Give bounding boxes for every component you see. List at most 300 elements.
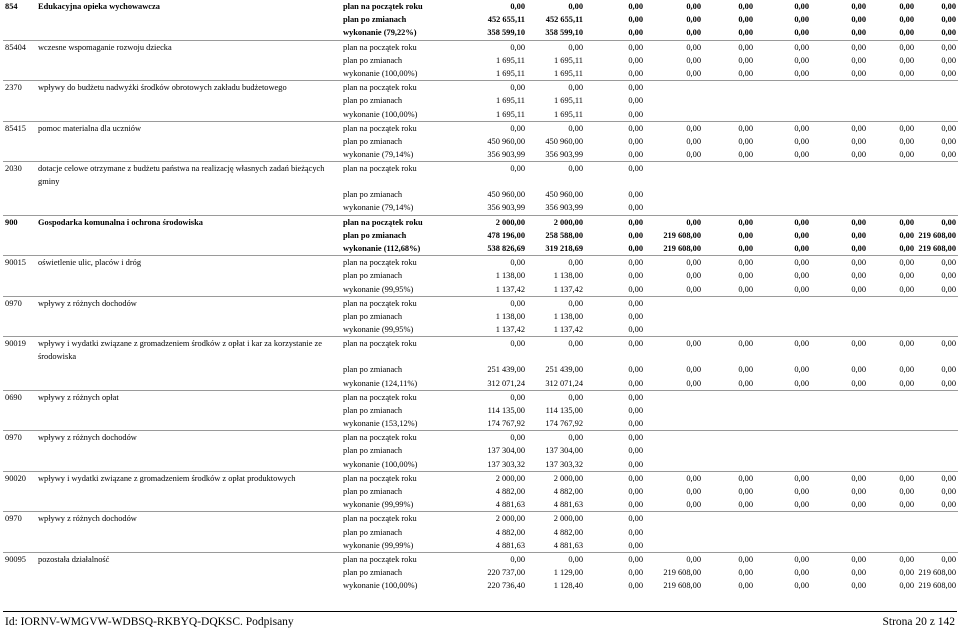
amount-cell	[811, 512, 868, 526]
amount-cell: 0,00	[585, 296, 645, 310]
amount-cell: 0,00	[686, 487, 701, 496]
amount-cell: 0,00	[686, 68, 701, 78]
amount-cell: 4 882,00	[553, 487, 583, 496]
amount-cell: 0,00	[703, 256, 755, 270]
item-description	[36, 135, 341, 148]
amount-cell: 0,00	[941, 68, 956, 78]
table-row	[3, 121, 958, 135]
row-type-label: plan na początek roku	[341, 296, 466, 310]
amount-cell: 137 303,32	[545, 459, 583, 469]
amount-cell: 0,00	[628, 540, 643, 550]
table-row	[3, 512, 958, 526]
amount-cell	[868, 404, 916, 417]
row-type-label: plan po zmianach	[343, 365, 403, 375]
amount-cell	[703, 162, 755, 189]
row-type-label: wykonanie (100,00%)	[343, 581, 418, 591]
amount-cell	[916, 417, 958, 431]
amount-cell: 0,00	[851, 378, 866, 388]
amount-cell: 0,00	[585, 431, 645, 445]
amount-cell: 0,00	[899, 150, 914, 160]
amount-cell: 0,00	[851, 487, 866, 496]
amount-cell: 478 196,00	[487, 230, 525, 240]
classification-code	[3, 498, 36, 512]
amount-cell: 0,00	[794, 2, 809, 11]
amount-cell: 0,00	[738, 15, 753, 25]
table-row	[3, 566, 958, 579]
amount-cell: 0,00	[628, 109, 643, 119]
table-body	[3, 0, 958, 593]
amount-cell: 0,00	[851, 230, 866, 240]
amount-cell: 0,00	[755, 337, 811, 364]
amount-cell: 0,00	[899, 244, 914, 253]
amount-cell	[868, 162, 916, 189]
amount-cell: 0,00	[628, 190, 643, 200]
item-description: wpływy z różnych dochodów	[36, 512, 341, 526]
row-type-label: plan po zmianach	[343, 136, 403, 146]
amount-cell: 1 138,00	[553, 271, 583, 281]
amount-cell	[868, 444, 916, 457]
amount-cell	[811, 108, 868, 122]
amount-cell: 0,00	[585, 390, 645, 404]
amount-cell: 219 608,00	[918, 244, 956, 253]
amount-cell	[703, 417, 755, 431]
amount-cell	[868, 94, 916, 107]
classification-code	[3, 242, 36, 256]
item-description	[36, 404, 341, 417]
amount-cell: 0,00	[466, 390, 527, 404]
table-row	[3, 323, 958, 337]
classification-code: 85404	[3, 40, 36, 54]
table-row	[3, 108, 958, 122]
item-description	[36, 242, 341, 256]
item-description	[36, 579, 341, 592]
amount-cell: 0,00	[794, 365, 809, 375]
amount-cell: 4 882,00	[553, 527, 583, 537]
amount-cell: 2 000,00	[466, 512, 527, 526]
table-row	[3, 269, 958, 282]
amount-cell: 319 218,69	[545, 244, 583, 253]
classification-code	[3, 566, 36, 579]
item-description: wczesne wspomaganie rozwoju dziecka	[36, 40, 341, 54]
amount-cell: 0,00	[585, 256, 645, 270]
amount-cell: 0,00	[851, 581, 866, 591]
table-row	[3, 13, 958, 26]
item-description	[36, 269, 341, 282]
item-description: wpływy z różnych opłat	[36, 390, 341, 404]
amount-cell: 0,00	[811, 471, 868, 485]
amount-cell: 0,00	[686, 365, 701, 375]
amount-cell: 0,00	[628, 378, 643, 388]
amount-cell: 0,00	[527, 390, 585, 404]
amount-cell	[645, 201, 703, 215]
amount-cell: 450 960,00	[487, 136, 525, 146]
classification-code	[3, 13, 36, 26]
amount-cell: 0,00	[628, 68, 643, 78]
amount-cell: 0,00	[527, 337, 585, 364]
table-row	[3, 498, 958, 512]
amount-cell	[868, 296, 916, 310]
amount-cell: 0,00	[738, 55, 753, 65]
amount-cell	[703, 323, 755, 337]
amount-cell: 0,00	[794, 136, 809, 146]
amount-cell	[703, 444, 755, 457]
amount-cell	[916, 539, 958, 553]
amount-cell: 0,00	[851, 68, 866, 78]
amount-cell: 0,00	[686, 378, 701, 388]
item-description	[36, 526, 341, 539]
amount-cell	[811, 458, 868, 472]
amount-cell	[811, 94, 868, 107]
row-type-label: wykonanie (79,14%)	[343, 203, 414, 213]
amount-cell	[645, 108, 703, 122]
amount-cell: 0,00	[628, 311, 643, 321]
amount-cell	[916, 201, 958, 215]
amount-cell: 0,00	[941, 55, 956, 65]
amount-cell: 0,00	[466, 256, 527, 270]
classification-code	[3, 310, 36, 323]
amount-cell: 0,00	[703, 552, 755, 566]
row-type-label: plan na początek roku	[341, 81, 466, 95]
amount-cell: 219 608,00	[663, 230, 701, 240]
amount-cell: 0,00	[794, 150, 809, 160]
classification-code: 0690	[3, 390, 36, 404]
amount-cell	[868, 458, 916, 472]
amount-cell: 0,00	[703, 215, 755, 229]
amount-cell: 0,00	[645, 40, 703, 54]
amount-cell: 0,00	[794, 244, 809, 253]
row-type-label: plan po zmianach	[343, 190, 403, 200]
table-row	[3, 363, 958, 376]
amount-cell: 0,00	[628, 230, 643, 240]
item-description	[36, 188, 341, 201]
amount-cell	[645, 526, 703, 539]
amount-cell	[868, 323, 916, 337]
amount-cell: 0,00	[645, 471, 703, 485]
amount-cell: 0,00	[794, 568, 809, 578]
table-row	[3, 310, 958, 323]
amount-cell: 0,00	[916, 337, 958, 364]
amount-cell: 0,00	[645, 215, 703, 229]
amount-cell: 312 071,24	[487, 378, 525, 388]
table-row	[3, 337, 958, 364]
amount-cell: 0,00	[628, 15, 643, 25]
amount-cell: 0,00	[466, 162, 527, 189]
row-type-label: wykonanie (79,22%)	[343, 28, 417, 38]
amount-cell: 0,00	[851, 568, 866, 578]
amount-cell: 0,00	[851, 271, 866, 281]
amount-cell	[755, 201, 811, 215]
amount-cell: 0,00	[868, 121, 916, 135]
table-row	[3, 458, 958, 472]
amount-cell: 0,00	[628, 419, 643, 429]
amount-cell: 0,00	[738, 244, 753, 253]
table-row	[3, 148, 958, 162]
amount-cell	[811, 539, 868, 553]
table-row	[3, 417, 958, 431]
amount-cell: 0,00	[899, 68, 914, 78]
amount-cell: 0,00	[645, 337, 703, 364]
amount-cell	[703, 296, 755, 310]
amount-cell	[645, 512, 703, 526]
amount-cell: 114 135,00	[487, 405, 525, 415]
amount-cell	[868, 526, 916, 539]
table-row	[3, 444, 958, 457]
amount-cell: 0,00	[755, 471, 811, 485]
amount-cell: 0,00	[899, 230, 914, 240]
amount-cell: 1 137,42	[495, 325, 525, 335]
amount-cell: 0,00	[738, 230, 753, 240]
table-row	[3, 485, 958, 498]
amount-cell: 0,00	[868, 471, 916, 485]
amount-cell	[916, 444, 958, 457]
amount-cell: 0,00	[794, 284, 809, 294]
row-type-label: plan po zmianach	[343, 405, 403, 415]
amount-cell: 0,00	[527, 121, 585, 135]
amount-cell: 0,00	[899, 500, 914, 510]
amount-cell: 0,00	[703, 337, 755, 364]
amount-cell	[916, 458, 958, 472]
table-row	[3, 242, 958, 256]
table-row	[3, 283, 958, 297]
amount-cell: 0,00	[916, 552, 958, 566]
amount-cell: 0,00	[738, 365, 753, 375]
amount-cell: 258 588,00	[545, 230, 583, 240]
item-description: pozostała działalność	[36, 552, 341, 566]
amount-cell: 0,00	[941, 136, 956, 146]
amount-cell	[811, 431, 868, 445]
amount-cell: 1 138,00	[553, 311, 583, 321]
amount-cell: 0,00	[916, 471, 958, 485]
classification-code	[3, 135, 36, 148]
amount-cell: 219 608,00	[918, 230, 956, 240]
amount-cell: 2 000,00	[527, 512, 585, 526]
classification-code: 90095	[3, 552, 36, 566]
amount-cell: 0,00	[645, 552, 703, 566]
amount-cell: 0,00	[794, 500, 809, 510]
item-description	[36, 539, 341, 553]
table-row	[3, 431, 958, 445]
amount-cell	[755, 417, 811, 431]
classification-code: 0970	[3, 431, 36, 445]
amount-cell: 0,00	[899, 15, 914, 25]
classification-code: 2030	[3, 162, 36, 189]
amount-cell: 0,00	[899, 365, 914, 375]
amount-cell: 0,00	[466, 81, 527, 95]
item-description	[36, 566, 341, 579]
amount-cell	[703, 310, 755, 323]
amount-cell	[811, 201, 868, 215]
amount-cell	[755, 390, 811, 404]
classification-code	[3, 94, 36, 107]
table-row	[3, 552, 958, 566]
amount-cell: 312 071,24	[545, 378, 583, 388]
amount-cell: 0,00	[851, 2, 866, 11]
row-type-label: plan na początek roku	[341, 40, 466, 54]
table-row	[3, 201, 958, 215]
amount-cell	[868, 512, 916, 526]
amount-cell	[811, 404, 868, 417]
amount-cell	[811, 296, 868, 310]
row-type-label: plan na początek roku	[343, 2, 423, 11]
amount-cell: 0,00	[811, 215, 868, 229]
amount-cell	[755, 108, 811, 122]
classification-code	[3, 26, 36, 40]
amount-cell: 0,00	[686, 15, 701, 25]
amount-cell: 1 695,11	[495, 68, 525, 78]
item-description	[36, 498, 341, 512]
amount-cell: 0,00	[916, 40, 958, 54]
amount-cell	[916, 81, 958, 95]
table-row	[3, 26, 958, 40]
row-type-label: plan na początek roku	[341, 121, 466, 135]
amount-cell	[916, 404, 958, 417]
amount-cell: 0,00	[527, 296, 585, 310]
amount-cell: 0,00	[851, 150, 866, 160]
amount-cell	[755, 81, 811, 95]
item-description	[36, 323, 341, 337]
table-row	[3, 0, 958, 13]
amount-cell: 0,00	[628, 284, 643, 294]
row-type-label: plan po zmianach	[343, 15, 407, 25]
amount-cell: 0,00	[755, 256, 811, 270]
amount-cell: 0,00	[794, 487, 809, 496]
amount-cell: 0,00	[686, 500, 701, 510]
row-type-label: wykonanie (112,68%)	[343, 244, 421, 253]
table-row	[3, 215, 958, 229]
amount-cell: 0,00	[794, 68, 809, 78]
amount-cell: 0,00	[628, 150, 643, 160]
amount-cell: 0,00	[568, 2, 583, 11]
amount-cell: 0,00	[686, 136, 701, 146]
amount-cell: 0,00	[755, 552, 811, 566]
item-description	[36, 201, 341, 215]
amount-cell: 0,00	[941, 378, 956, 388]
amount-cell: 0,00	[738, 136, 753, 146]
amount-cell: 0,00	[628, 325, 643, 335]
amount-cell	[703, 458, 755, 472]
row-type-label: plan na początek roku	[341, 390, 466, 404]
amount-cell: 219 608,00	[918, 581, 956, 591]
classification-code	[3, 323, 36, 337]
amount-cell: 0,00	[466, 40, 527, 54]
table-row	[3, 377, 958, 391]
amount-cell	[916, 323, 958, 337]
amount-cell: 0,00	[851, 284, 866, 294]
amount-cell: 0,00	[527, 162, 585, 189]
amount-cell: 114 135,00	[545, 405, 583, 415]
amount-cell: 174 767,92	[545, 419, 583, 429]
item-description: wpływy i wydatki związane z gromadzeniem środków z opłat produktowych	[36, 471, 341, 485]
amount-cell: 0,00	[738, 2, 753, 11]
table-row	[3, 40, 958, 54]
amount-cell: 0,00	[466, 296, 527, 310]
row-type-label: plan na początek roku	[341, 215, 466, 229]
amount-cell: 0,00	[738, 28, 753, 38]
amount-cell: 0,00	[628, 568, 643, 578]
amount-cell	[868, 539, 916, 553]
amount-cell: 0,00	[916, 256, 958, 270]
amount-cell: 137 304,00	[487, 446, 525, 456]
amount-cell	[811, 310, 868, 323]
amount-cell	[811, 526, 868, 539]
amount-cell: 4 882,00	[495, 527, 525, 537]
amount-cell	[645, 310, 703, 323]
amount-cell: 0,00	[628, 365, 643, 375]
amount-cell	[916, 431, 958, 445]
amount-cell	[755, 444, 811, 457]
amount-cell: 0,00	[466, 431, 527, 445]
amount-cell: 1 137,42	[553, 325, 583, 335]
classification-code: 854	[5, 2, 18, 11]
item-description: Gospodarka komunalna i ochrona środowiska	[36, 215, 341, 229]
amount-cell: 0,00	[868, 256, 916, 270]
amount-cell	[645, 417, 703, 431]
table-row	[3, 54, 958, 67]
amount-cell: 0,00	[738, 581, 753, 591]
table-row	[3, 296, 958, 310]
amount-cell: 4 881,63	[495, 500, 525, 510]
amount-cell	[703, 94, 755, 107]
amount-cell	[868, 310, 916, 323]
classification-code	[3, 444, 36, 457]
amount-cell: 0,00	[755, 121, 811, 135]
amount-cell	[755, 188, 811, 201]
row-type-label: wykonanie (79,14%)	[343, 150, 414, 160]
amount-cell: 0,00	[941, 28, 956, 38]
item-description	[36, 458, 341, 472]
amount-cell: 0,00	[794, 55, 809, 65]
budget-table	[3, 0, 958, 593]
amount-cell	[755, 162, 811, 189]
table-row	[3, 539, 958, 553]
document-id: Id: IORNV-WMGVW-WDBSQ-RKBYQ-DQKSC. Podpisany	[5, 616, 294, 628]
amount-cell: 1 695,11	[495, 109, 525, 119]
amount-cell	[755, 458, 811, 472]
row-type-label: plan na początek roku	[341, 512, 466, 526]
classification-code	[3, 269, 36, 282]
amount-cell	[755, 296, 811, 310]
amount-cell: 0,00	[851, 244, 866, 253]
amount-cell	[703, 188, 755, 201]
amount-cell: 0,00	[585, 121, 645, 135]
amount-cell: 0,00	[811, 40, 868, 54]
row-type-label: wykonanie (99,99%)	[343, 540, 414, 550]
item-description: pomoc materialna dla uczniów	[36, 121, 341, 135]
amount-cell: 0,00	[628, 28, 643, 38]
classification-code	[3, 229, 36, 242]
amount-cell	[811, 188, 868, 201]
item-description: wpływy z różnych dochodów	[36, 296, 341, 310]
amount-cell: 174 767,92	[487, 419, 525, 429]
amount-cell: 0,00	[811, 552, 868, 566]
amount-cell: 0,00	[628, 96, 643, 106]
amount-cell: 0,00	[941, 487, 956, 496]
item-description	[36, 108, 341, 122]
amount-cell	[916, 390, 958, 404]
table-row	[3, 390, 958, 404]
amount-cell: 0,00	[628, 244, 643, 253]
table-row	[3, 229, 958, 242]
amount-cell: 0,00	[851, 55, 866, 65]
row-type-label: wykonanie (99,95%)	[343, 284, 414, 294]
amount-cell: 137 303,32	[487, 459, 525, 469]
item-description	[36, 94, 341, 107]
amount-cell	[755, 323, 811, 337]
amount-cell: 0,00	[794, 271, 809, 281]
amount-cell: 0,00	[899, 271, 914, 281]
amount-cell: 0,00	[686, 150, 701, 160]
classification-code	[3, 67, 36, 81]
